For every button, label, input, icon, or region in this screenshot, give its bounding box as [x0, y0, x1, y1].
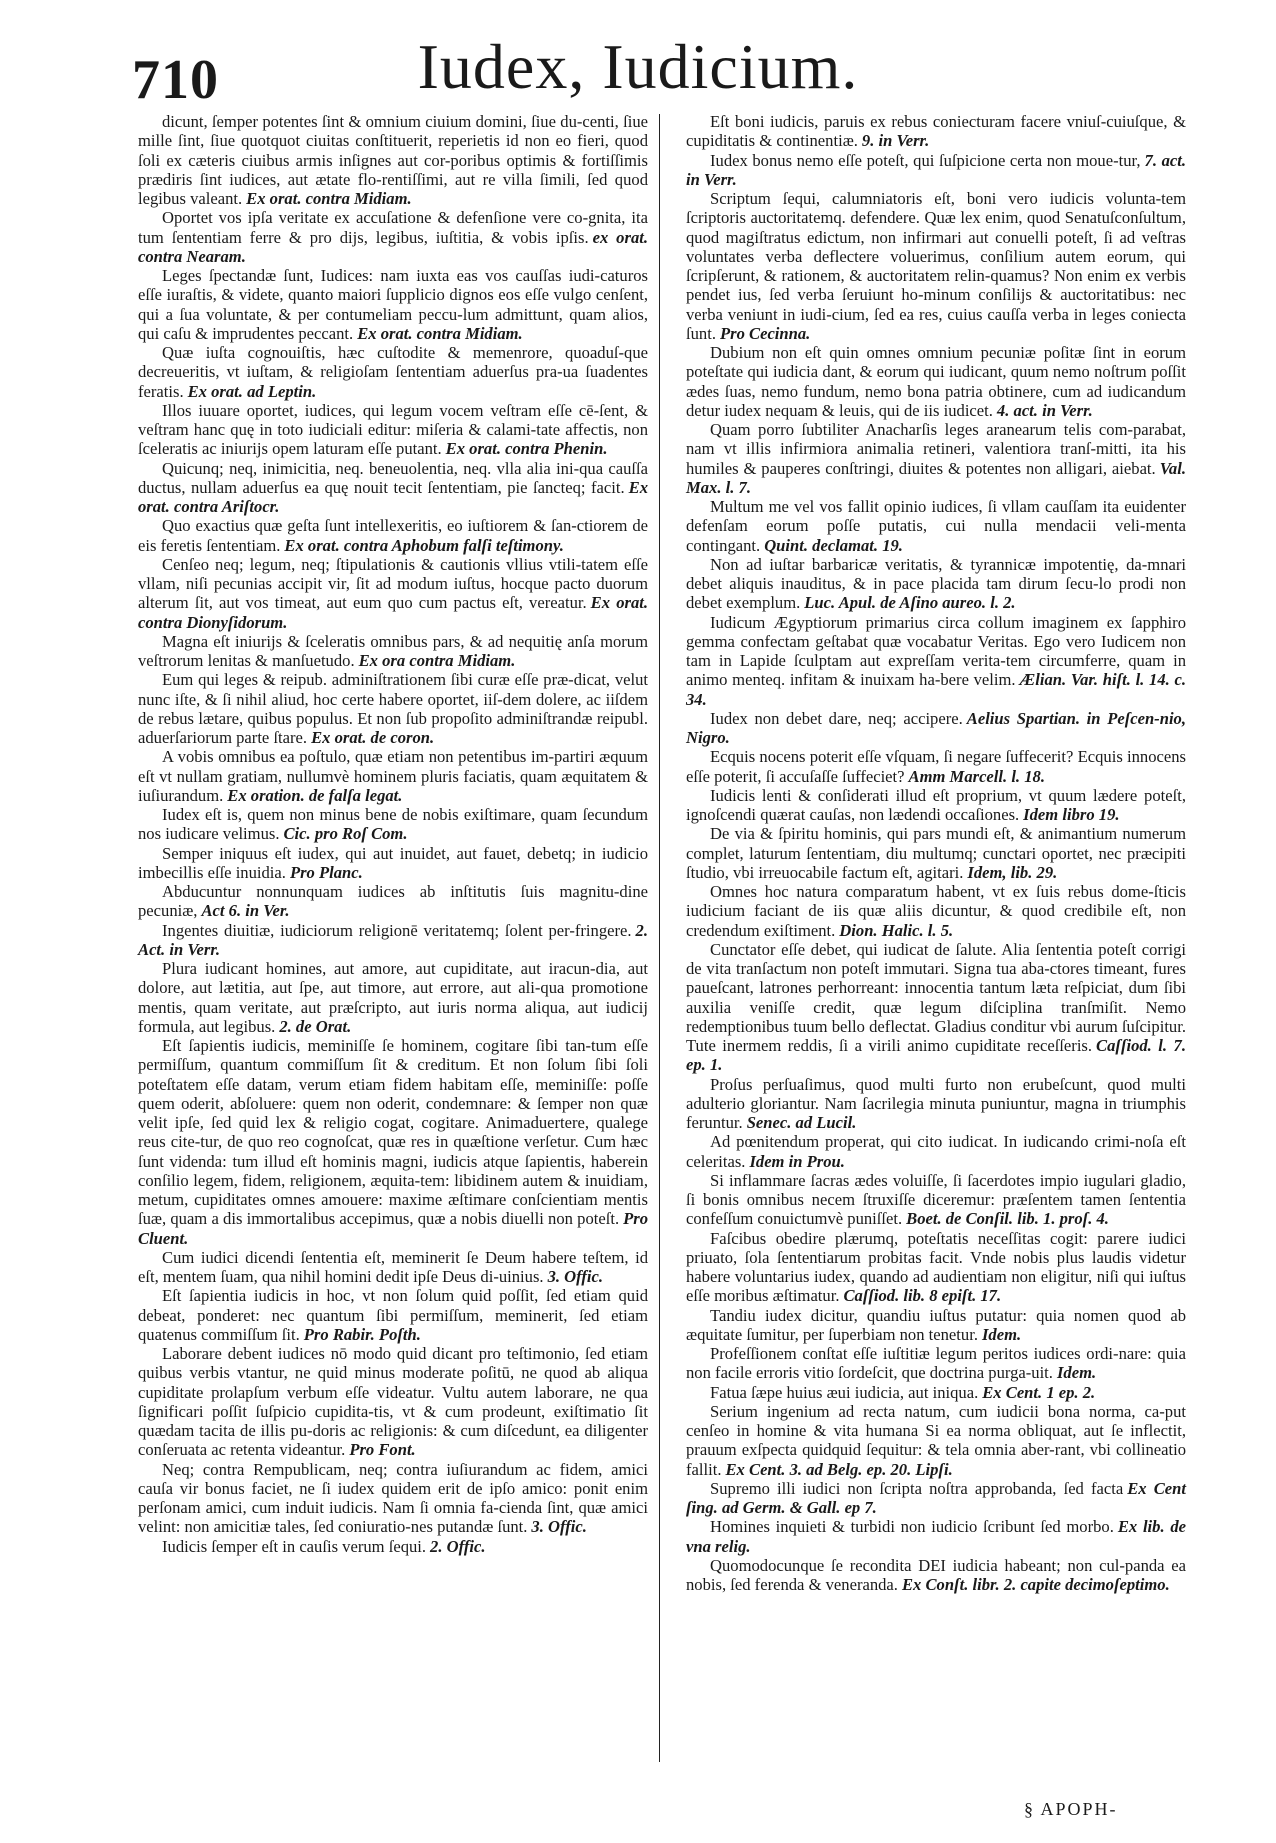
quote-citation: Ex Cent. 3. ad Belg. ep. 20. Lipſi. — [725, 1459, 953, 1479]
quote-text: Leges ſpectandæ ſunt, Iudices: nam iuxta eas vos cauſſas iudi-caturos eſſe iuraſtis, & videte, quanto maiori ſupplicio dignos eos eſſe vulgo cenſent, qui a ſua voluntate, & per contumeliam peccu-lum admittunt, quam alios, qui caſu & imprudentes peccant. — [138, 266, 648, 343]
quote-entry — [138, 959, 648, 1036]
quote-citation: Dion. Halic. l. 5. — [839, 920, 954, 940]
quote-entry — [138, 882, 648, 921]
quote-entry — [138, 555, 648, 632]
quote-text: Cunctator eſſe debet, qui iudicat de ſalute. Alia ſententia poteſt corrigi de vita tranſactum non poteſt immutari. Signa tua aba-ctores timeant, fures paueſcant, latrones perhorreant: innocentia tantum læta reſpiciat, dum ſibi auxilia veniſſe credit, quæ legum diſciplina tranſmiſit. Nemo redemptionibus tuum bello deflectat. Gladius conditur vbi aurum ſuſcipitur. Tute inermem reddis, ſi a virili animo cupiditate receſſeris. — [686, 939, 1186, 1055]
quote-entry — [138, 266, 648, 343]
quote-citation: Pro Planc. — [289, 862, 363, 882]
quote-citation: Cic. pro Roſ Com. — [283, 824, 408, 844]
quote-citation: Ex oration. de falſa legat. — [227, 785, 403, 805]
quote-entry — [686, 151, 1186, 190]
quote-text: Semper iniquus eſt iudex, qui aut inuidet, aut fauet, debetq; in iudicio imbecillis eſſe inuidia. — [138, 843, 648, 882]
quote-citation: Ex Cent. 1 ep. 2. — [982, 1382, 1096, 1402]
quote-citation: Boet. de Conſil. lib. 1. proſ. 4. — [906, 1209, 1109, 1229]
quote-citation: Ex orat. contra Midiam. — [246, 189, 412, 208]
quote-text: Serium ingenium ad recta natum, cum iudicii bona norma, ca-put cenſeo in homine & vita humana Si ea norma obliquat, aut ſe inflectit, prauum exſpecta quidquid ſequitur: & tela omnia aber-rant, vbi collineatio fallit. — [686, 1401, 1186, 1479]
quote-citation: 7. act. in Verr. — [686, 150, 1187, 189]
quote-text: Laborare debent iudices nō modo quid dicant pro teſtimonio, ſed etiam quibus verbis vtantur, ne quid minus moderate poſitū, ne quod ab aliqua cupiditate prolapſum verbum eſſe videatur. Vultu autem laborare, ne qua ſignificari poſſit ſuſpicio cupidita-tis, vt & cum prodeunt, exiſtimatio ſit quædam tacita de illis pu-doris ac religionis: & cum diſcedunt, ea diligenter conſeruata ac retenta videantur. — [138, 1344, 648, 1460]
quote-entry — [686, 1171, 1186, 1229]
quote-citation: Idem. — [981, 1324, 1022, 1344]
quote-citation: Ex orat. contra Midiam. — [357, 323, 523, 343]
left-column — [138, 112, 648, 1556]
quote-entry — [686, 1383, 1186, 1402]
quote-citation: Act 6. in Ver. — [201, 901, 290, 921]
quote-text: Scriptum ſequi, calumniatoris eſt, boni vero iudicis volunta-tem ſcriptoris auctoritatemq. defendere. Quæ lex enim, quod Senatuſconſultum, quod magiſtratus edictum, non infirmari aut conuelli poteſt, ſi ad veſtras voluntates verba deflectere voluerimus, conſilium autem eorum, qui ſcripſerunt, & rationem, & auctoritatem relin-quamus? Non enim ex verbis pendet ius, ſed verba ſeruiunt ho-minum conſilijs & auctoritatibus: nec verba veniunt in iudi-cium, ſed ea res, cuius cauſſa verba in leges coniecta ſunt. — [686, 189, 1186, 343]
quote-citation: Val. Max. l. 7. — [686, 458, 1186, 497]
quote-citation: Ex orat. contra Aphobum falſi teſtimony. — [284, 535, 564, 555]
quote-citation: Senec. ad Lucil. — [746, 1113, 857, 1132]
quote-citation: Pro Cluent. — [138, 1209, 648, 1248]
quote-entry — [138, 670, 648, 747]
quote-text: Iudicis ſemper eſt in cauſis verum ſequi. — [162, 1536, 427, 1556]
quote-text: Iudicis lenti & conſiderati illud eſt proprium, vt quum lædere poteſt, ignoſcendi quærat cauſas, non lædendi occaſiones. — [686, 785, 1186, 824]
quote-citation: Idem in Prou. — [749, 1151, 845, 1171]
quote-text: Eum qui leges & reipub. adminiſtrationem ſibi curæ eſſe præ-dicat, velut nunc iſte, & ſi nihil aliud, hoc certe habere oportet, iiſ-dem dolere, ac iiſdem de rebus lætare, quibus populus. Et non ſub propoſito adminiſtrandæ reipubl. aduerſariorum parte ſtare. — [138, 670, 648, 747]
quote-entry — [138, 921, 648, 960]
quote-entry — [138, 112, 648, 208]
quote-text: Omnes hoc natura comparatum habent, vt ex ſuis rebus dome-ſticis iudicium faciant de iis quæ aliis dicuntur, & quod credibile eſt, non credendum exiſtiment. — [686, 882, 1186, 940]
quote-citation: 2. de Orat. — [279, 1016, 352, 1036]
quote-text: De via & ſpiritu hominis, qui pars mundi eſt, & animantium numerum complet, laturum ſententiam, diu multumq; cunctari oportet, nec præcipiti ſtudio, vbi irreuocabile factum eſt, agitari. — [686, 824, 1186, 882]
quote-entry — [686, 940, 1186, 1075]
quote-text: Iudex eſt is, quem non minus bene de nobis exiſtimare, quam ſecundum nos iudicare velimus. — [138, 805, 648, 844]
quote-entry — [686, 786, 1186, 825]
quote-entry — [138, 208, 648, 266]
quote-entry — [686, 497, 1186, 555]
quote-text: Quam porro ſubtiliter Anacharſis leges aranearum telis com-parabat, nam vt illis infirmiora animalia retineri, valentiora tranſ-mitti, ita his humiles & pauperes conſtringi, diuites & potentes non alligari, aiebat. — [686, 420, 1186, 478]
quote-entry — [138, 459, 648, 517]
quote-text: A vobis omnibus ea poſtulo, quæ etiam non petentibus im-partiri æquum eſt vt nullam gratiam, nullumvè hominem pluris faciatis, quam æquitatem & iuſiurandum. — [138, 747, 648, 805]
quote-citation: Ex orat. ad Leptin. — [187, 381, 317, 401]
quote-entry — [138, 1344, 648, 1460]
quote-text: Homines inquieti & turbidi non iudicio ſcribunt ſed morbo. — [710, 1517, 1114, 1537]
quote-text: Eſt ſapientia iudicis in hoc, vt non ſolum quid poſſit, ſed etiam quid debeat, ponderet: nec quantum ſibi permiſſum, meminerit, ſed etiam quatenus commiſſum ſit. — [138, 1286, 648, 1344]
quote-text: Quæ iuſta cognouiſtis, hæc cuſtodite & memenrore, quoaduſ-que decreueritis, vt iuſtam, & religioſam ſententiam aduerſus pra-ua ſuadentes feratis. — [138, 343, 648, 401]
quote-text: Tandiu iudex dicitur, quandiu iuſtus putatur: quia nomen quod ab æquitate ſumitur, per ſuperbiam non tenetur. — [686, 1305, 1186, 1344]
quote-text: Iudex bonus nemo eſſe poteſt, qui ſuſpicione certa non moue-tur, — [710, 150, 1141, 170]
quote-citation: Idem libro 19. — [1023, 805, 1120, 824]
quote-entry — [686, 1556, 1186, 1595]
quote-text: Abducuntur nonnunquam iudices ab inſtitutis ſuis magnitu-dine pecuniæ, — [138, 882, 648, 921]
quote-entry — [686, 1344, 1186, 1383]
quote-text: Quo exactius quæ geſta ſunt intellexeritis, eo iuſtiorem & ſan-ctiorem de eis feretis ſententiam. — [138, 516, 648, 555]
quote-text: Magna eſt iniurijs & ſceleratis omnibus pars, & ad nequitię anſa morum veſtrorum lenitas & manſuetudo. — [138, 631, 648, 670]
catchword: § APOPH- — [1024, 1799, 1118, 1819]
quote-citation: Aelius Spartian. in Peſcen-nio, Nigro. — [686, 708, 1186, 747]
quote-entry — [686, 747, 1186, 786]
quote-text: Cenſeo neq; legum, neq; ſtipulationis & cautionis vllius vtili-tatem eſſe vllam, niſi pecunias accipit vir, ſit ad modum iuſtus, hocque pacto duorum alterum ſit, aut vos timeat, aut eum quo cum pactus eſt, vereatur. — [138, 554, 648, 613]
page-header — [0, 0, 1276, 112]
quote-entry — [138, 1248, 648, 1287]
quote-text: Iudicum Ægyptiorum primarius circa collum imaginem ex ſapphiro gemma confectam geſtabat quæ vocabatur Veritas. Ego vero Iudicem non tam in Lapide ſculptam aut expreſſam verita-tem circumferre, quam in animo menteq. infitam & inuixam ha-bere velim. — [686, 612, 1186, 690]
quote-citation: ex orat. contra Nearam. — [138, 227, 648, 266]
quote-text: Supremo illi iudici non ſcripta noſtra approbanda, ſed facta — [710, 1478, 1124, 1498]
quote-citation: Ex orat. de coron. — [311, 728, 435, 747]
quote-citation: 4. act. in Verr. — [996, 400, 1093, 420]
quote-citation: Pro Rabir. Poſth. — [303, 1324, 421, 1344]
quote-citation: Ælian. Var. hiſt. l. 14. c. 34. — [686, 670, 1186, 709]
quote-citation: 2. Act. in Verr. — [138, 920, 648, 959]
quote-citation: Ex orat. contra Phenin. — [445, 439, 608, 459]
quote-entry — [686, 1075, 1186, 1133]
quote-entry — [686, 1132, 1186, 1171]
quote-entry — [138, 1036, 648, 1248]
quote-citation: Idem, lib. 29. — [967, 862, 1058, 882]
quote-citation: Ex Conſt. libr. 2. capite decimoſeptimo. — [901, 1575, 1170, 1594]
quote-citation: 9. in Verr. — [861, 131, 930, 151]
quote-text: dicunt, ſemper potentes ſint & omnium ciuium domini, ſiue du-centi, ſiue mille ſint, ſiue quotquot ciuitas conſtituerit, reperietis id non eo fieri, quod ſoli ex cæteris ciuibus armis inſignes aut cor-poribus optimis & fortiſſimis prædiris ſint iudices, aut ætate flo-rentiſſimi, aut re villa ſimili, ſed quod legibus valeant. — [138, 112, 648, 208]
quote-citation: Pro Cecinna. — [719, 323, 811, 343]
quote-citation: 3. Offic. — [547, 1267, 604, 1286]
quote-text: Faſcibus obedire plærumq, poteſtatis neceſſitas cogit: parere iudici priuato, ſola ſententiarum probitas facit. Vnde nobis plus laudis videtur habere voluntarius iudex, quando ad audientiam non eligitur, niſi qui iuſtus eſſe moribus æſtimatur. — [686, 1228, 1186, 1306]
quote-text: Si inflammare ſacras ædes voluiſſe, ſi ſacerdotes impio iugulari gladio, ſi bonis omnibus necem ſtruxiſſe diceremur: præſentem tamen ſententia confeſſum conuictumvè puniſſet. — [686, 1170, 1186, 1229]
quote-citation: 2. Offic. — [430, 1536, 486, 1556]
quote-entry — [686, 1517, 1186, 1556]
quote-citation: Luc. Apul. de Aſino aureo. l. 2. — [804, 593, 1016, 613]
quote-text: Proſus perſuaſimus, quod multi furto non erubeſcunt, quod multi adulterio gloriantur. Nam ſacrilegia minuta puniuntur, magna in triumphis feruntur. — [686, 1074, 1186, 1132]
quote-text: Ecquis nocens poterit eſſe vſquam, ſi negare ſuffecerit? Ecquis innocens eſſe poterit, ſi accuſaſſe ſuffeciet? — [686, 747, 1186, 786]
quote-citation: Caſſiod. l. 7. ep. 1. — [686, 1036, 1186, 1075]
quote-entry — [686, 343, 1186, 420]
quote-entry — [686, 189, 1186, 343]
quote-entry — [138, 747, 648, 805]
quote-citation: Ex orat. contra Dionyſidorum. — [138, 593, 648, 632]
quote-entry — [686, 1306, 1186, 1345]
quote-text: Neq; contra Rempublicam, neq; contra iuſiurandum ac fidem, amici cauſa vir bonus faciet, ne ſi iudex quidem erit de ipſo amico: ponit enim perſonam amici, cum induit iudicis. Nam ſi omnia fa-cienda ſint, quæ amici velint: non amicitiæ tales, ſed coniuratio-nes putandæ ſunt. — [138, 1459, 648, 1537]
quote-citation: Idem. — [1056, 1363, 1097, 1383]
quote-text: Plura iudicant homines, aut amore, aut cupiditate, aut iracun-dia, aut dolore, aut lætitia, aut ſpe, aut timore, aut errore, aut ali-qua promotione mentis, quam veritate, aut præſcripto, aut iuris norma aliqua, aut iudicij formula, aut legibus. — [138, 959, 648, 1036]
quote-entry — [138, 1286, 648, 1344]
quote-text: Iudex non debet dare, neq; accipere. — [710, 708, 963, 728]
quote-entry — [138, 844, 648, 883]
quote-entry — [138, 632, 648, 671]
column-divider — [659, 114, 660, 1762]
quote-citation: 3. Offic. — [531, 1517, 587, 1537]
quote-text: Cum iudici dicendi ſententia eſt, meminerit ſe Deum habere teſtem, id eſt, mentem ſuam, qua nihil homini dedit ipſe Deus di-uinius. — [138, 1247, 648, 1286]
quote-text: Profeſſionem conſtat eſſe iuſtitiæ legum peritos iudices ordi-nare: quia non facile erroris vitio ſordeſcit, que doctrina purga-uit. — [686, 1344, 1186, 1383]
quote-text: Quomodocunque ſe recondita DEI iudicia habeant; non cul-panda ea nobis, ſed ferenda & veneranda. — [686, 1555, 1186, 1594]
quote-text: Eſt ſapientis iudicis, meminiſſe ſe hominem, cogitare ſibi tan-tum eſſe permiſſum, quantum commiſſum ſit & creditum. Et non ſolum ſibi ſoli poteſtatem eſſe datam, verum etiam fidem habitam eſſe, meminiſſe: poſſe quem oderit, abſoluere: quem non oderit, condemnare: & ſemper non quæ velit ipſe, ſed quid lex & religio cogat, cogitare. Animaduertere, qualege reus cite-tur, de quo reo cognoſcat, quæ res in quæſtione verſetur. Cum hæc ſunt videnda: tum illud eſt hominis magni, iudicis atque ſapientis, haberein conſilio legem, fidem, religionem, æquita-tem: libidinem autem & inuidiam, metum, cupiditates omnes amouere: maxime æſtimare conſcientiam mentis ſuæ, quam a dis immortalibus accepimus, quæ a nobis diuelli non poteſt. — [138, 1036, 648, 1229]
quote-text: Dubium non eſt quin omnes omnium pecuniæ poſitæ ſint in eorum poteſtate qui iudicia dant, & eorum qui iudicant, quum nemo noſtrum poſſit ædes ſuas, nemo fundum, nemo bona patria obtinere, cum ad iudicandum detur iudex nequam & leuis, qui de iis iudicet. — [686, 343, 1186, 420]
quote-text: Ingentes diuitiæ, iudiciorum religionē veritatemq; ſolent per-fringere. — [162, 920, 632, 940]
quote-text: Illos iuuare oportet, iudices, qui legum vocem veſtram eſſe cē-ſent, & veſtram hanc quę in toto iudiciali editur: miſeria & calami-tate affectis, non ſceleratis ac iniurijs opem laturam eſſe putant. — [138, 400, 648, 459]
quote-entry — [138, 1537, 648, 1556]
quote-entry — [686, 1402, 1186, 1479]
quote-entry — [138, 805, 648, 844]
quote-entry — [686, 420, 1186, 497]
quote-text: Fatua ſæpe huius æui iudicia, aut iniqua. — [710, 1382, 979, 1402]
quote-citation: Amm Marcell. l. 18. — [908, 766, 1045, 786]
page-title: Iudex, Iudicium. — [417, 31, 859, 102]
quote-citation: Ex lib. de vna relig. — [686, 1517, 1186, 1556]
quote-entry — [138, 343, 648, 401]
quote-citation: Caſſiod. lib. 8 epiſt. 17. — [843, 1286, 1002, 1306]
quote-entry — [686, 709, 1186, 748]
quote-citation: Ex orat. contra Ariſtocr. — [138, 477, 648, 516]
quote-text: Ad pœnitendum properat, qui cito iudicat. In iudicando crimi-noſa eſt celeritas. — [686, 1132, 1186, 1171]
quote-entry — [686, 824, 1186, 882]
quote-text: Quicunq; neq, inimicitia, neq. beneuolentia, neq. vlla alia ini-qua cauſſa ductus, nullam aduerſus ea quę nouit tecit ſententiam, pie ſancteq; facit. — [138, 458, 648, 497]
quote-entry — [686, 882, 1186, 940]
quote-citation: Quint. declamat. 19. — [764, 535, 903, 555]
quote-text: Oportet vos ipſa veritate ex accuſatione & defenſione vere co-gnita, ita tum ſententiam ferre & pro dijs, legibus, iuſtitia, & vobis ipſis. — [138, 208, 648, 247]
quote-entry — [686, 1479, 1186, 1518]
quote-text: Eſt boni iudicis, paruis ex rebus coniecturam facere vniuſ-cuiuſque, & cupiditatis & continentiæ. — [686, 112, 1186, 151]
quote-entry — [138, 1460, 648, 1537]
quote-entry — [138, 401, 648, 459]
quote-entry — [686, 112, 1186, 151]
quote-entry — [138, 516, 648, 555]
quote-entry — [686, 613, 1186, 709]
quote-text: Multum me vel vos fallit opinio iudices, ſi vllam cauſſam ita euidenter defenſam eorum poſſe putatis, cui nulla mendacii veli-menta contingant. — [686, 497, 1186, 555]
quote-entry — [686, 1229, 1186, 1306]
quote-citation: Ex Cent ſing. ad Germ. & Gall. ep 7. — [686, 1478, 1186, 1517]
quote-citation: Ex ora contra Midiam. — [358, 651, 516, 670]
quote-entry — [686, 555, 1186, 613]
right-column — [686, 112, 1186, 1594]
quote-citation: Pro Font. — [349, 1440, 416, 1460]
page-number: 710 — [132, 49, 219, 111]
quote-text: Non ad iuſtar barbaricæ veritatis, & tyrannicæ impotentię, da-mnari debet aliquis inauditus, & in pace placida tam dirum ſecu-lo prodi non debet exemplum. — [686, 554, 1186, 613]
